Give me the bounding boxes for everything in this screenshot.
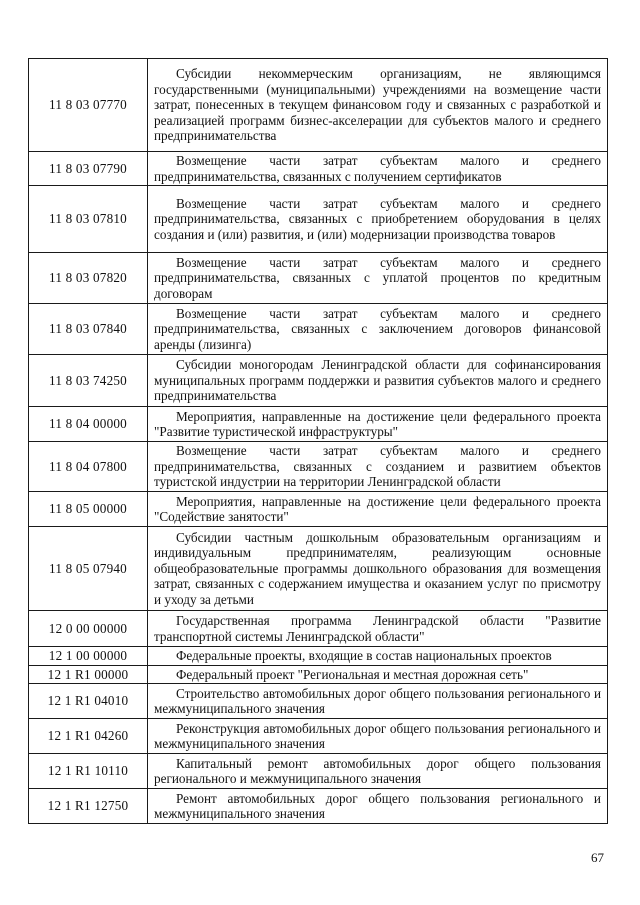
- row-code: 11 8 03 07840: [29, 304, 148, 355]
- row-code: 11 8 04 00000: [29, 407, 148, 442]
- row-description: Государственная программа Ленинградской области "Развитие транспортной системы Ленинградской области": [148, 611, 608, 647]
- table-row: [29, 684, 608, 719]
- table-row: [29, 527, 608, 611]
- table-row: [29, 253, 608, 304]
- row-description: Мероприятия, направленные на достижение цели федерального проекта "Содействие занятости": [148, 492, 608, 527]
- row-description: Возмещение части затрат субъектам малого и среднего предпринимательства, связанных с созданием и развитием объектов туристской индустрии на территории Ленинградской области: [148, 442, 608, 492]
- row-description: Возмещение части затрат субъектам малого и среднего предпринимательства, связанных с приобретением оборудования в целях создания и (или) развития, и (или) модернизации производства товаров: [148, 186, 608, 253]
- row-description: Возмещение части затрат субъектам малого и среднего предпринимательства, связанных с заключением договоров финансовой аренды (лизинга): [148, 304, 608, 355]
- row-description: Возмещение части затрат субъектам малого и среднего предпринимательства, связанных с уплатой процентов по кредитным договорам: [148, 253, 608, 304]
- table-row: [29, 442, 608, 492]
- table-row: [29, 719, 608, 754]
- row-code: 11 8 05 07940: [29, 527, 148, 611]
- table-row: [29, 647, 608, 666]
- row-code: 12 1 R1 04260: [29, 719, 148, 754]
- table-row: [29, 59, 608, 152]
- row-code: 11 8 04 07800: [29, 442, 148, 492]
- table-row: [29, 152, 608, 186]
- row-code: 12 1 R1 12750: [29, 789, 148, 824]
- budget-classification-table: [28, 58, 608, 824]
- row-description: Ремонт автомобильных дорог общего пользования регионального и межмуниципального значения: [148, 789, 608, 824]
- row-code: 11 8 03 74250: [29, 355, 148, 407]
- table-row: [29, 186, 608, 253]
- table-row: [29, 789, 608, 824]
- row-description: Капитальный ремонт автомобильных дорог общего пользования регионального и межмуниципального значения: [148, 754, 608, 789]
- page-number: 67: [591, 850, 604, 865]
- row-code: 11 8 03 07770: [29, 59, 148, 152]
- table-row: [29, 665, 608, 684]
- row-description: Реконструкция автомобильных дорог общего пользования регионального и межмуниципального значения: [148, 719, 608, 754]
- row-description: Субсидии моногородам Ленинградской области для софинансирования муниципальных программ поддержки и развития субъектов малого и среднего предпринимательства: [148, 355, 608, 407]
- row-description: Возмещение части затрат субъектам малого и среднего предпринимательства, связанных с получением сертификатов: [148, 152, 608, 186]
- table-row: [29, 304, 608, 355]
- row-description: Субсидии некоммерческим организациям, не являющимся государственными (муниципальными) учреждениями на возмещение части затрат, понесенных в текущем финансовом году и связанных с разработкой и реализацией программ бизнес-акселерации для субъектов малого и среднего предпринимательства: [148, 59, 608, 152]
- table-row: [29, 492, 608, 527]
- row-code: 12 1 R1 04010: [29, 684, 148, 719]
- row-code: 11 8 03 07820: [29, 253, 148, 304]
- row-description: Мероприятия, направленные на достижение цели федерального проекта "Развитие туристической инфраструктуры": [148, 407, 608, 442]
- row-code: 12 1 R1 00000: [29, 665, 148, 684]
- row-description: Федеральные проекты, входящие в состав национальных проектов: [148, 647, 608, 666]
- row-code: 12 0 00 00000: [29, 611, 148, 647]
- row-code: 12 1 00 00000: [29, 647, 148, 666]
- table-row: [29, 611, 608, 647]
- row-description: Федеральный проект "Региональная и местная дорожная сеть": [148, 665, 608, 684]
- row-description: Строительство автомобильных дорог общего пользования регионального и межмуниципального значения: [148, 684, 608, 719]
- table-row: [29, 407, 608, 442]
- row-description: Субсидии частным дошкольным образовательным организациям и индивидуальным предпринимателям, реализующим основные общеобразовательные программы дошкольного образования для возмещения затрат, связанных с содержанием имущества и оказанием услуг по присмотру и уходу за детьми: [148, 527, 608, 611]
- row-code: 11 8 03 07810: [29, 186, 148, 253]
- table-row: [29, 754, 608, 789]
- row-code: 12 1 R1 10110: [29, 754, 148, 789]
- table-row: [29, 355, 608, 407]
- row-code: 11 8 05 00000: [29, 492, 148, 527]
- row-code: 11 8 03 07790: [29, 152, 148, 186]
